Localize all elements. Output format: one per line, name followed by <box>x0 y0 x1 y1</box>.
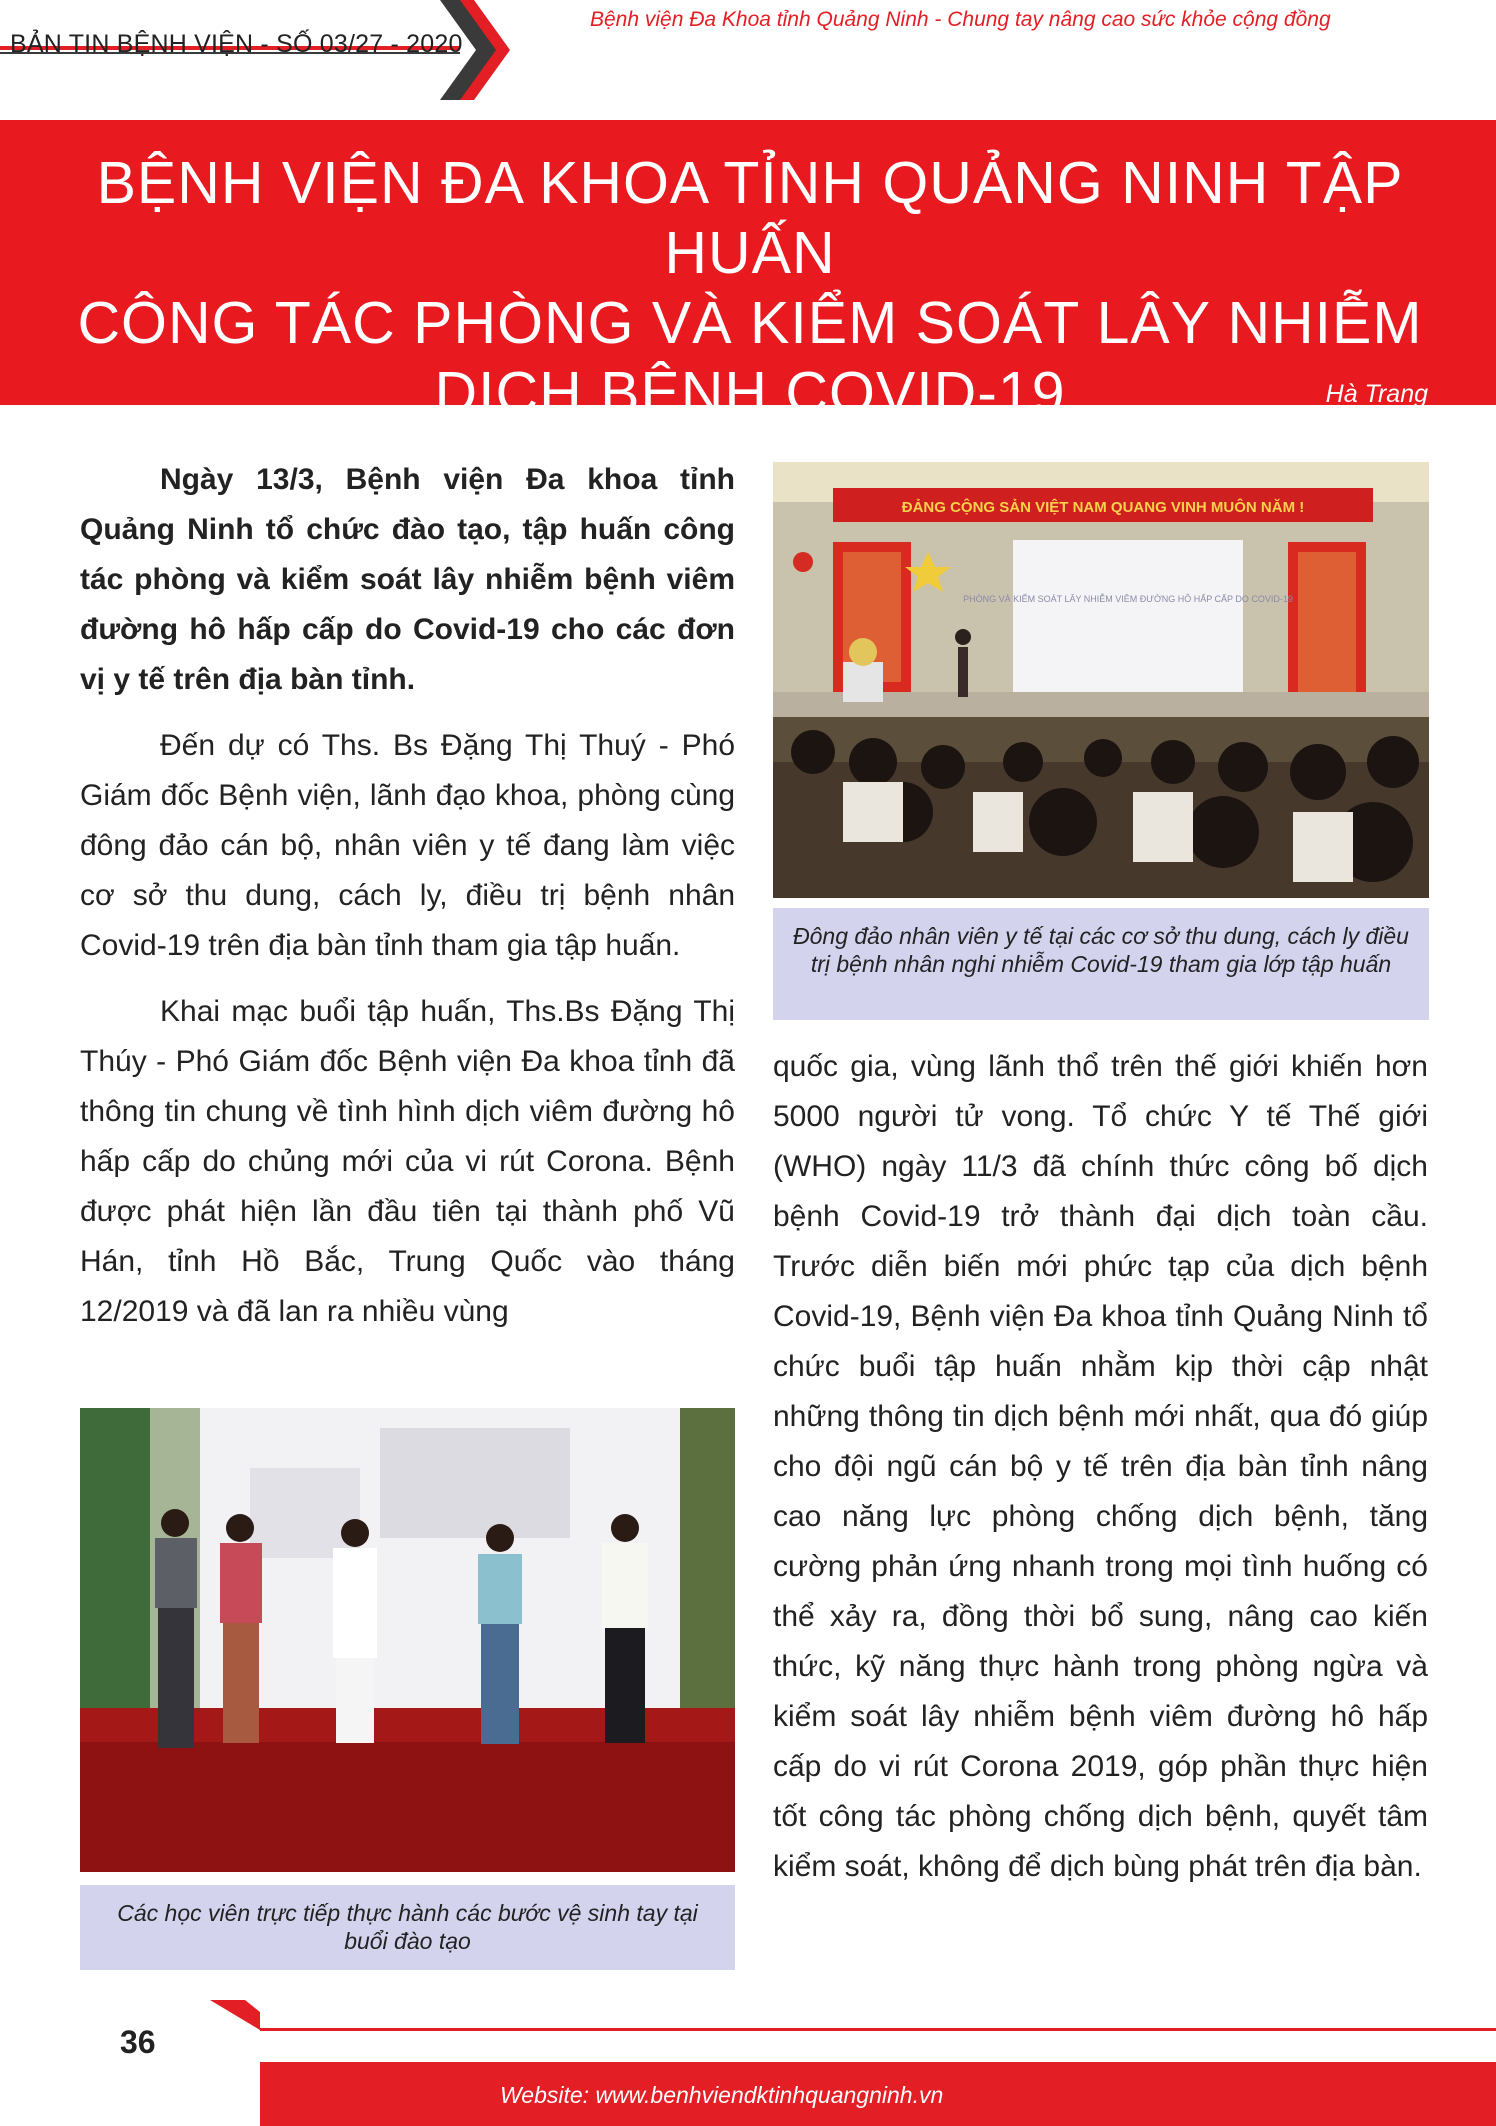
title-line: DỊCH BỆNH COVID-19 <box>434 360 1066 426</box>
article-author: Hà Trang <box>1325 380 1428 408</box>
footer-corner-shape <box>0 2000 260 2126</box>
body-paragraph: quốc gia, vùng lãnh thổ trên thế giới khiến hơn 5000 người tử vong. Tổ chức Y tế Thế giới (WHO) ngày 11/3 đã chính thức công bố dịch bệnh Covid-19 trở thành đại dịch toàn cầu. Trước diễn biến mới phức tạp của dịch bệnh Covid-19, Bệnh viện Đa khoa tỉnh Quảng Ninh tổ chức buổi tập huấn nhằm kịp thời cập nhật những thông tin dịch bệnh mới nhất, qua đó giúp cho đội ngũ cán bộ y tế trên địa bàn tỉnh nâng cao năng lực phòng chống dịch bệnh, tăng cường phản ứng nhanh trong mọi tình huống có thể xảy ra, đồng thời bổ sung, nâng cao kiến thức, kỹ năng thực hành trong phòng ngừa và kiểm soát lây nhiễm bệnh viêm đường hô hấp cấp do vi rút Corona 2019, góp phần thực hiện tốt công tác phòng chống dịch bệnh, quyết tâm kiểm soát, không để dịch bùng phát trên địa bàn. <box>773 1050 1428 1883</box>
body-paragraph: Khai mạc buổi tập huấn, Ths.Bs Đặng Thị Thúy - Phó Giám đốc Bệnh viện Đa khoa tỉnh đã thông tin chung về tình hình dịch viêm đường hô hấp cấp do chủng mới của vi rút Corona. Bệnh được phát hiện lần đầu tiên tại thành phố Vũ Hán, tỉnh Hồ Bắc, Trung Quốc vào tháng 12/2019 và đã lan ra nhiều vùng <box>80 995 735 1328</box>
photo-training-room <box>773 462 1429 898</box>
lead-paragraph: Ngày 13/3, Bệnh viện Đa khoa tỉnh Quảng Ninh tổ chức đào tạo, tập huấn công tác phòng và kiểm soát lây nhiễm bệnh viêm đường hô hấp cấp do Covid-19 cho các đơn vị y tế trên địa bàn tỉnh. <box>80 463 735 696</box>
header-slogan: Bệnh viện Đa Khoa tỉnh Quảng Ninh - Chung tay nâng cao sức khỏe cộng đồng <box>590 8 1331 31</box>
title-line: CÔNG TÁC PHÒNG VÀ KIỂM SOÁT LÂY NHIỄM <box>77 290 1423 356</box>
issue-label: BẢN TIN BỆNH VIỆN - SỐ 03/27 - 2020 <box>10 30 463 58</box>
photo-screen-text: PHÒNG VÀ KIỂM SOÁT LÂY NHIỄM VIÊM ĐƯỜNG HÔ HẤP CẤP DO COVID-19 <box>963 594 1293 604</box>
left-column <box>80 455 735 1337</box>
photo-caption: Các học viên trực tiếp thực hành các bước vệ sinh tay tại buổi đào tạo <box>80 1885 735 1970</box>
footer-rule <box>245 2028 1496 2031</box>
title-line: BỆNH VIỆN ĐA KHOA TỈNH QUẢNG NINH TẬP HUẤN <box>96 150 1404 286</box>
page-number: 36 <box>120 2024 156 2060</box>
photo-hand-hygiene <box>80 1408 735 1872</box>
photo-banner-text: ĐẢNG CỘNG SẢN VIỆT NAM QUANG VINH MUÔN NĂM ! <box>901 499 1305 516</box>
website-link[interactable]: Website: www.benhviendktinhquangninh.vn <box>500 2082 944 2108</box>
photo-caption: Đông đảo nhân viên y tế tại các cơ sở thu dung, cách ly điều trị bệnh nhân nghi nhiễm Covid-19 tham gia lớp tập huấn <box>773 908 1429 1020</box>
body-paragraph: Đến dự có Ths. Bs Đặng Thị Thuý - Phó Giám đốc Bệnh viện, lãnh đạo khoa, phòng cùng đông đảo cán bộ, nhân viên y tế đang làm việc cơ sở thu dung, cách ly, điều trị bệnh nhân Covid-19 trên địa bàn tỉnh tham gia tập huấn. <box>80 729 735 962</box>
right-column <box>773 1042 1428 1892</box>
article-title <box>40 148 1460 428</box>
